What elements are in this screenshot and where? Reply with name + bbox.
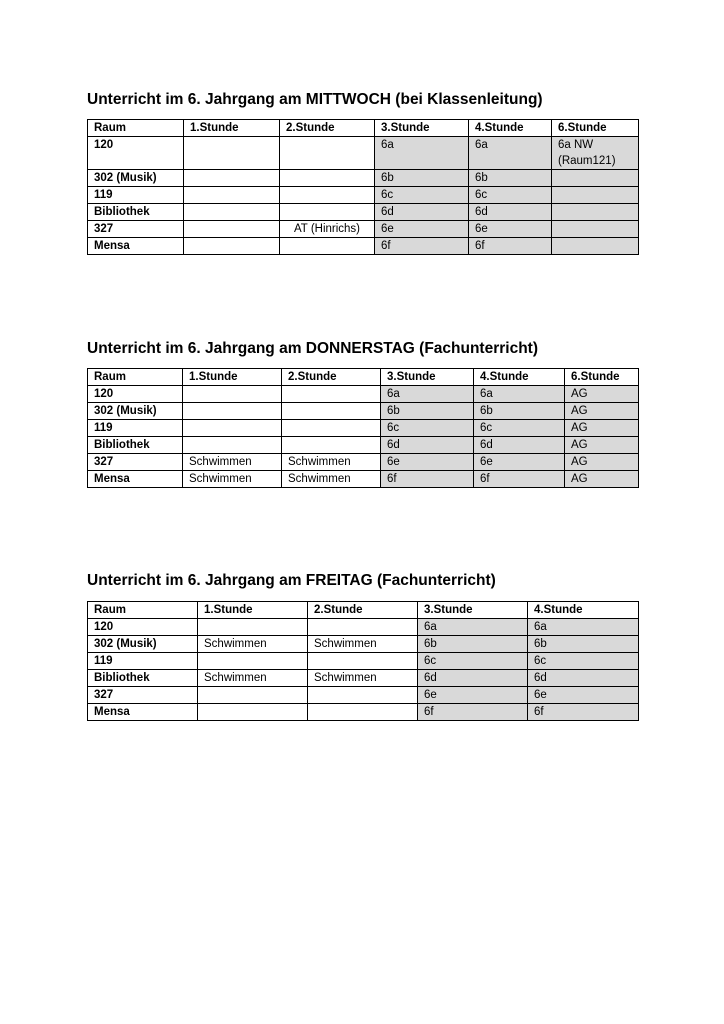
header-cell: Raum (88, 369, 183, 386)
room-cell: Mensa (88, 704, 198, 721)
table-cell: 6f (375, 238, 469, 255)
header-cell: 1.Stunde (198, 602, 308, 619)
table-cell (308, 653, 418, 670)
table-row (88, 386, 639, 403)
header-cell: 4.Stunde (474, 369, 565, 386)
table-cell: 6c (469, 187, 552, 204)
table-cell (198, 619, 308, 636)
room-cell: 119 (88, 653, 198, 670)
room-cell: 327 (88, 221, 184, 238)
header-cell: 2.Stunde (280, 120, 375, 137)
thursday-table (87, 368, 639, 488)
table-row (88, 170, 639, 187)
table-cell (282, 420, 381, 437)
table-cell: 6a (418, 619, 528, 636)
table-cell (552, 170, 639, 187)
room-cell: Mensa (88, 471, 183, 488)
header-cell: 1.Stunde (183, 369, 282, 386)
table-row (88, 653, 639, 670)
table-cell: 6a NW (Raum121) (552, 137, 639, 170)
table-cell: AG (565, 386, 639, 403)
table-cell (184, 170, 280, 187)
table-cell: Schwimmen (198, 670, 308, 687)
table-cell (552, 221, 639, 238)
table-cell (552, 187, 639, 204)
header-cell: 1.Stunde (184, 120, 280, 137)
table-cell: 6d (375, 204, 469, 221)
table-cell: 6f (381, 471, 474, 488)
header-cell: 4.Stunde (528, 602, 639, 619)
header-cell: 2.Stunde (282, 369, 381, 386)
table-cell (183, 420, 282, 437)
room-cell: 120 (88, 386, 183, 403)
table-cell: Schwimmen (198, 636, 308, 653)
table-cell: 6b (528, 636, 639, 653)
table-cell: Schwimmen (308, 636, 418, 653)
table-row (88, 238, 639, 255)
table-cell: 6e (381, 454, 474, 471)
table-row (88, 687, 639, 704)
table-row (88, 187, 639, 204)
table-cell (280, 137, 375, 170)
table-cell (552, 204, 639, 221)
table-cell: 6c (418, 653, 528, 670)
table-cell: 6c (381, 420, 474, 437)
table-cell (198, 687, 308, 704)
table-cell: 6b (418, 636, 528, 653)
room-cell: Bibliothek (88, 670, 198, 687)
table-row (88, 420, 639, 437)
table-cell: 6d (469, 204, 552, 221)
table-cell (280, 187, 375, 204)
table-cell (280, 170, 375, 187)
table-cell (183, 437, 282, 454)
table-cell: Schwimmen (308, 670, 418, 687)
table-cell: 6e (469, 221, 552, 238)
room-cell: Bibliothek (88, 204, 184, 221)
room-cell: 302 (Musik) (88, 170, 184, 187)
table-cell (184, 187, 280, 204)
table-cell (282, 403, 381, 420)
table-cell: 6e (474, 454, 565, 471)
table-cell: 6d (474, 437, 565, 454)
table-cell: 6a (469, 137, 552, 170)
table-cell: 6f (528, 704, 639, 721)
header-cell: 6.Stunde (552, 120, 639, 137)
table-cell: 6a (474, 386, 565, 403)
header-cell: Raum (88, 120, 184, 137)
header-cell: Raum (88, 602, 198, 619)
table-cell: Schwimmen (183, 454, 282, 471)
table-cell: Schwimmen (282, 454, 381, 471)
table-cell (280, 238, 375, 255)
header-cell: 3.Stunde (418, 602, 528, 619)
table-cell (198, 704, 308, 721)
table-cell: 6c (528, 653, 639, 670)
friday-table (87, 601, 639, 721)
table-cell (280, 204, 375, 221)
table-cell (308, 619, 418, 636)
thursday-section (87, 339, 639, 488)
table-cell (308, 704, 418, 721)
room-cell: 120 (88, 619, 198, 636)
room-cell: 119 (88, 187, 184, 204)
table-cell (184, 221, 280, 238)
table-cell: 6c (375, 187, 469, 204)
table-cell (184, 137, 280, 170)
table-cell: 6b (469, 170, 552, 187)
table-cell (552, 238, 639, 255)
table-cell: 6e (418, 687, 528, 704)
table-cell: 6a (528, 619, 639, 636)
table-cell: AG (565, 420, 639, 437)
table-row (88, 221, 639, 238)
table-cell (282, 386, 381, 403)
table-cell: 6e (375, 221, 469, 238)
room-cell: 327 (88, 454, 183, 471)
table-row (88, 471, 639, 488)
table-header-row (88, 602, 639, 619)
table-cell: 6e (528, 687, 639, 704)
wednesday-title: Unterricht im 6. Jahrgang am MITTWOCH (bei Klassenleitung) (87, 91, 543, 108)
table-cell: AG (565, 454, 639, 471)
header-cell: 3.Stunde (375, 120, 469, 137)
table-row (88, 437, 639, 454)
table-cell: AG (565, 403, 639, 420)
table-cell (184, 238, 280, 255)
table-cell (308, 687, 418, 704)
table-cell: 6b (474, 403, 565, 420)
table-cell (183, 403, 282, 420)
table-row (88, 704, 639, 721)
table-cell (198, 653, 308, 670)
table-cell (282, 437, 381, 454)
table-cell: AT (Hinrichs) (280, 221, 375, 238)
table-cell: 6b (381, 403, 474, 420)
table-cell: 6c (474, 420, 565, 437)
table-row (88, 670, 639, 687)
table-cell: AG (565, 471, 639, 488)
table-header-row (88, 369, 639, 386)
header-cell: 2.Stunde (308, 602, 418, 619)
header-cell: 6.Stunde (565, 369, 639, 386)
table-cell: 6a (375, 137, 469, 170)
table-cell: 6d (528, 670, 639, 687)
table-row (88, 137, 639, 170)
header-cell: 4.Stunde (469, 120, 552, 137)
table-cell: Schwimmen (183, 471, 282, 488)
table-cell (183, 386, 282, 403)
table-header-row (88, 120, 639, 137)
wednesday-table (87, 119, 639, 255)
room-cell: Bibliothek (88, 437, 183, 454)
table-cell: AG (565, 437, 639, 454)
table-cell: 6b (375, 170, 469, 187)
wednesday-section (87, 90, 639, 255)
table-cell: 6f (469, 238, 552, 255)
table-row (88, 619, 639, 636)
table-row (88, 403, 639, 420)
table-cell: Schwimmen (282, 471, 381, 488)
table-cell: 6f (474, 471, 565, 488)
table-row (88, 204, 639, 221)
friday-title: Unterricht im 6. Jahrgang am FREITAG (Fachunterricht) (87, 572, 496, 589)
table-cell: 6f (418, 704, 528, 721)
room-cell: 302 (Musik) (88, 403, 183, 420)
table-cell (184, 204, 280, 221)
thursday-title: Unterricht im 6. Jahrgang am DONNERSTAG (Fachunterricht) (87, 340, 538, 357)
table-row (88, 636, 639, 653)
room-cell: Mensa (88, 238, 184, 255)
room-cell: 119 (88, 420, 183, 437)
friday-section (87, 571, 639, 721)
table-cell: 6a (381, 386, 474, 403)
table-cell: 6d (418, 670, 528, 687)
room-cell: 327 (88, 687, 198, 704)
room-cell: 302 (Musik) (88, 636, 198, 653)
table-cell: 6d (381, 437, 474, 454)
room-cell: 120 (88, 137, 184, 170)
header-cell: 3.Stunde (381, 369, 474, 386)
table-row (88, 454, 639, 471)
